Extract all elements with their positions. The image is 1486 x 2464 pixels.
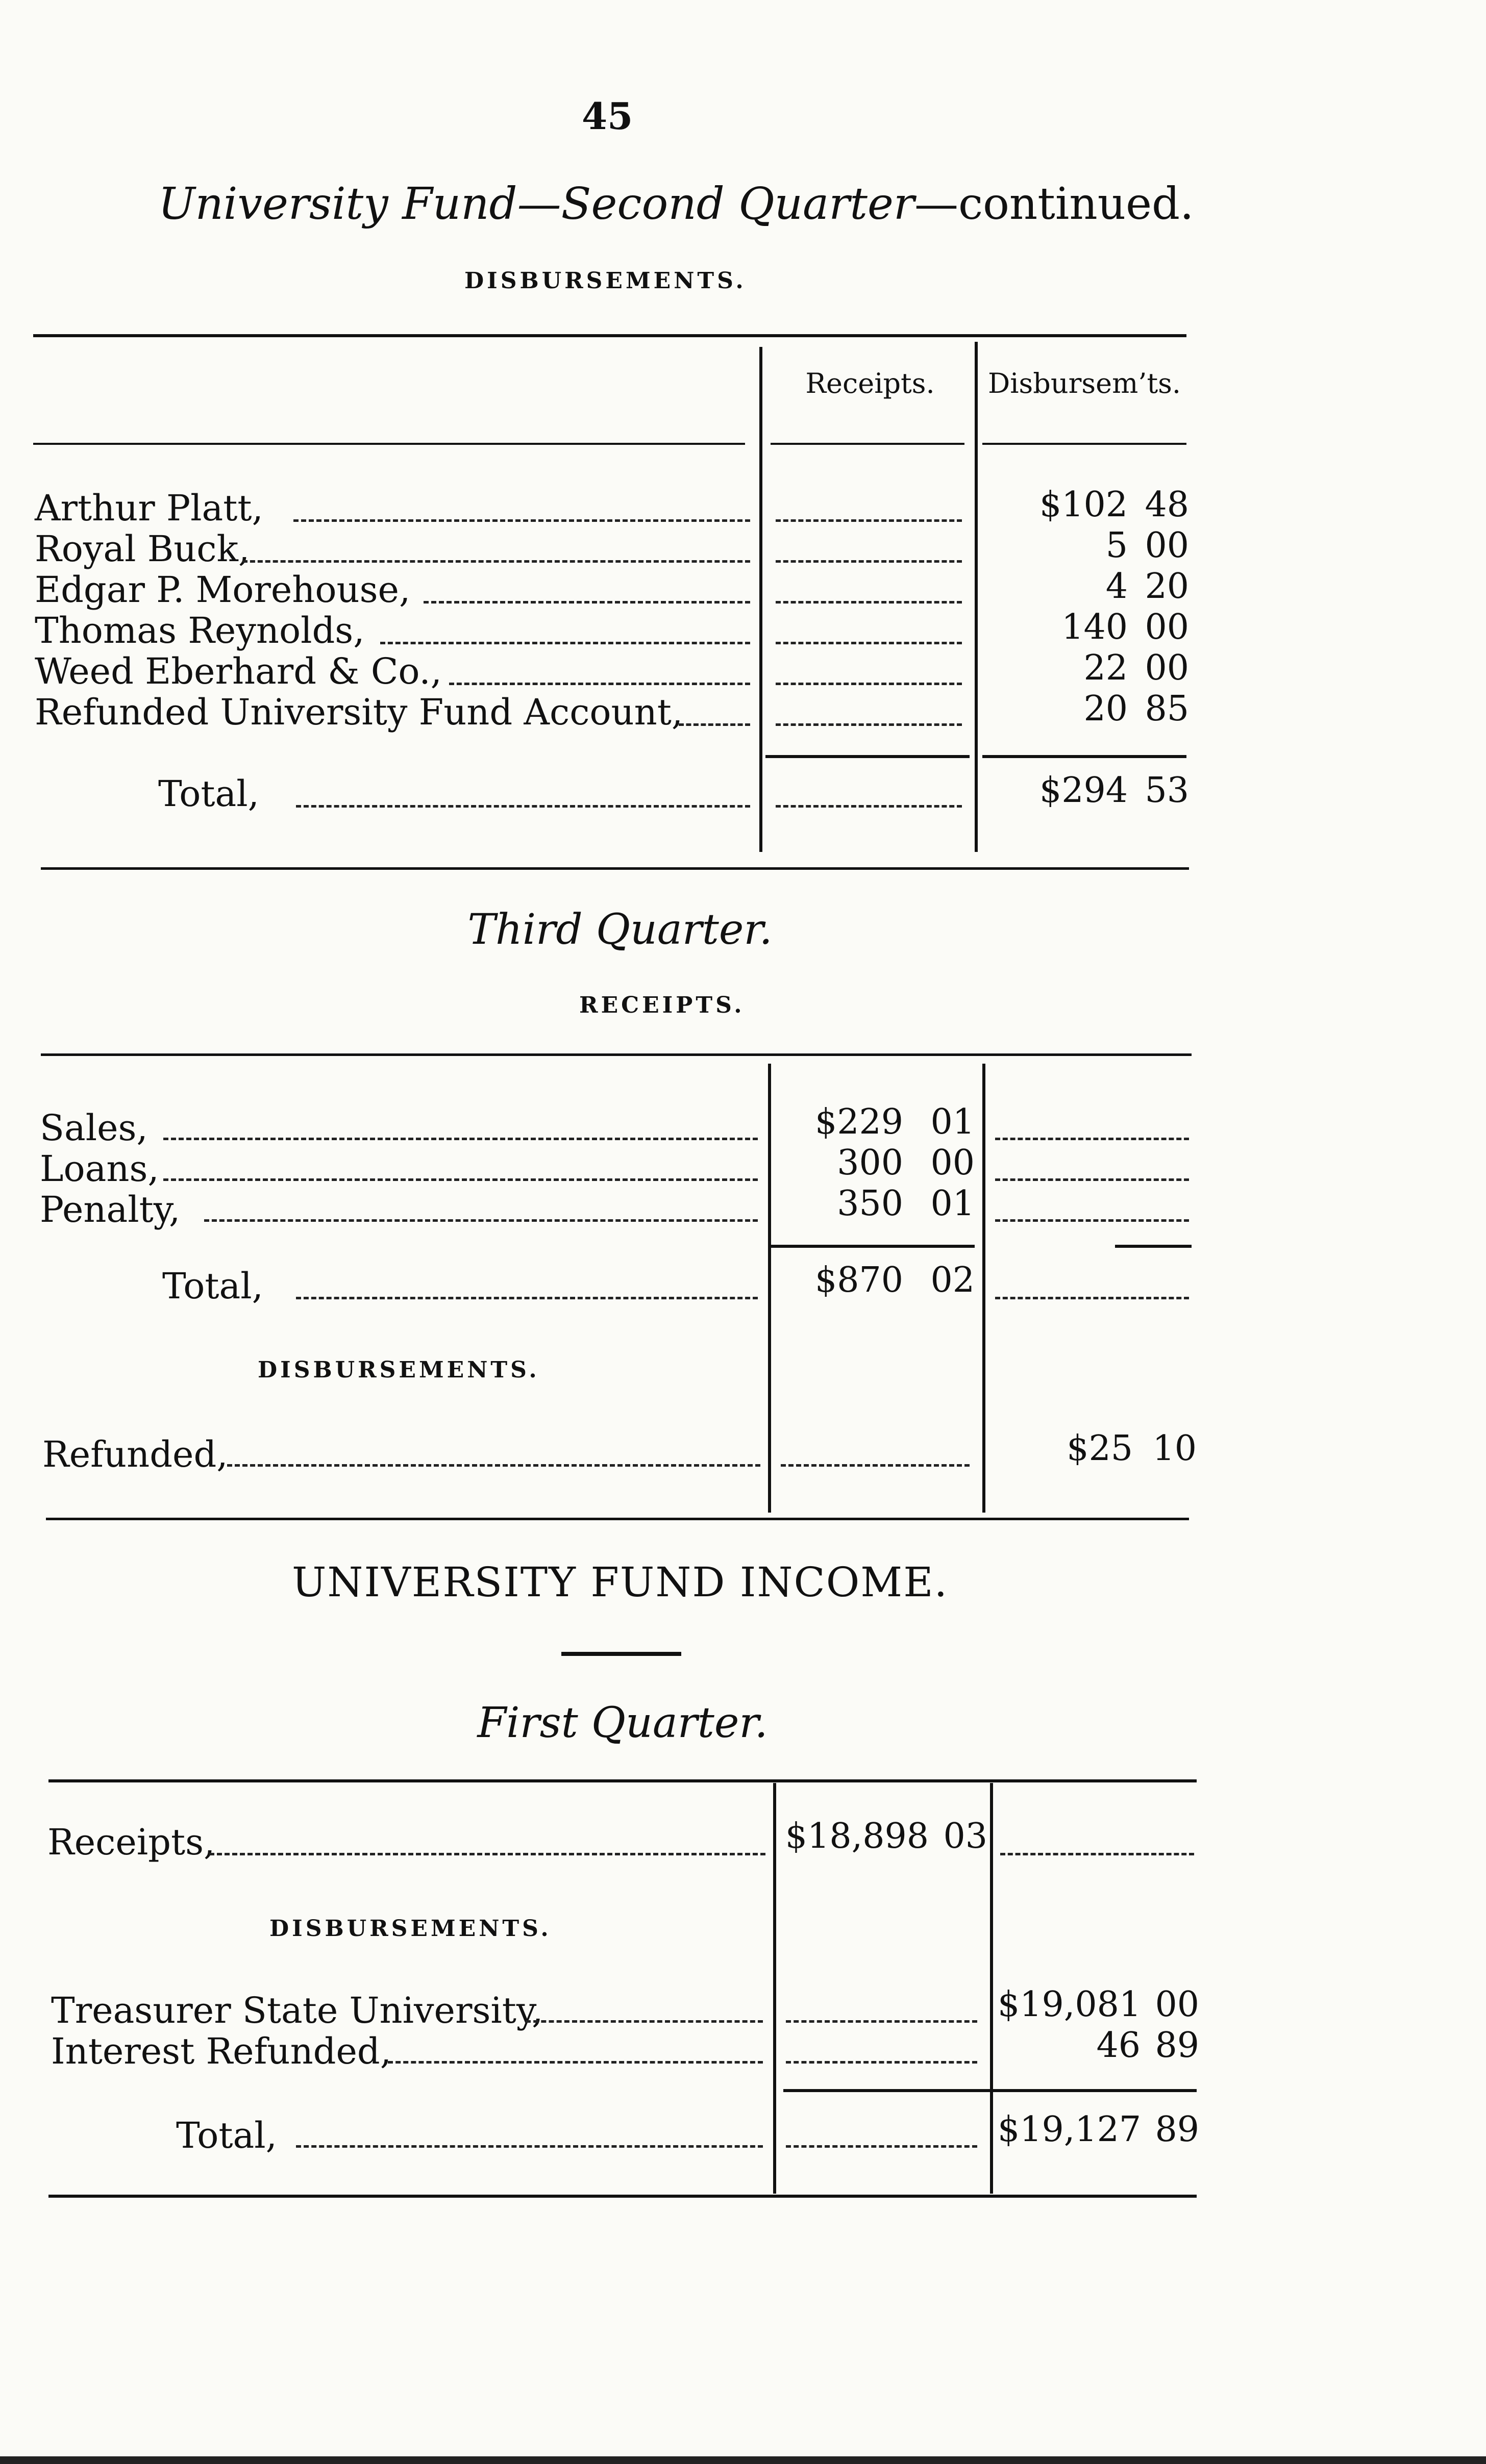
income-disbursements-heading: DISBURSEMENTS. <box>269 1916 552 1942</box>
table3-col-divider-1 <box>773 1783 776 2194</box>
row-name: Interest Refunded, <box>51 2030 391 2072</box>
third-quarter-heading: Third Quarter. <box>467 906 773 954</box>
receipts-label: Receipts, <box>47 1821 215 1863</box>
disbursement-dollars: 5 <box>1105 525 1128 566</box>
row-name: Sales, <box>40 1107 148 1149</box>
receipts-blank <box>786 2145 977 2148</box>
table3-top-rule <box>48 1779 1197 1782</box>
leader-dots <box>163 1178 758 1181</box>
disbursement-dollars: 20 <box>1083 689 1128 729</box>
receipts-cents: 03 <box>943 1816 987 1856</box>
table1-disbursements-header: Disbursem’ts. <box>987 367 1181 399</box>
receipts-blank <box>776 683 962 685</box>
leader-dots <box>227 1464 760 1467</box>
disbursement-dollars: $102 <box>1039 485 1128 525</box>
refunded-cents: 10 <box>1152 1428 1197 1469</box>
refunded-label: Refunded, <box>42 1434 228 1475</box>
total-label: Total, <box>162 1265 263 1307</box>
leader-dots <box>242 560 750 563</box>
row-name: Thomas Reynolds, <box>35 610 365 651</box>
leader-dots <box>163 1138 758 1140</box>
leader-dots <box>296 2145 763 2148</box>
table3-bottom-rule <box>48 2195 1197 2198</box>
disbursement-cents: 89 <box>1155 2025 1199 2066</box>
leader-dots <box>296 805 750 808</box>
row-name: Treasurer State University, <box>51 1990 543 2031</box>
row-name: Refunded University Fund Account, <box>35 691 683 733</box>
second-quarter-disbursements-heading: DISBURSEMENTS. <box>464 268 747 294</box>
leader-dots <box>424 601 750 604</box>
receipts-blank <box>776 519 962 522</box>
leader-dots <box>526 2020 763 2023</box>
page-title-roman: —continued. <box>914 179 1194 230</box>
total-dollars: $19,127 <box>998 2109 1142 2150</box>
total-cents: 89 <box>1155 2109 1199 2150</box>
total-dollars: $294 <box>1039 770 1128 811</box>
table1-bottom-rule <box>41 867 1189 870</box>
table3-col-divider-2 <box>990 1783 993 2194</box>
table2-top-rule <box>41 1053 1192 1056</box>
table2-bottom-rule <box>46 1518 1189 1520</box>
row-name: Penalty, <box>40 1189 181 1230</box>
total-dollars: $870 <box>814 1260 903 1300</box>
disbursement-dollars: 46 <box>1096 2025 1141 2066</box>
receipts-blank <box>776 642 962 644</box>
table2-sum-rule-disb <box>1115 1245 1192 1248</box>
receipts-blank <box>776 560 962 563</box>
leader-dots <box>449 683 750 685</box>
row-name: Royal Buck, <box>35 528 250 570</box>
leader-dots <box>388 2061 763 2064</box>
disbursement-dollars: 140 <box>1061 607 1128 647</box>
total-cents: 53 <box>1145 770 1189 811</box>
disbursements-blank <box>995 1138 1189 1140</box>
page-bottom-edge <box>0 2456 1486 2464</box>
receipt-cents: 01 <box>930 1102 975 1142</box>
receipts-blank <box>786 2061 977 2064</box>
disbursement-dollars: $19,081 <box>998 1984 1142 2025</box>
row-name: Weed Eberhard & Co., <box>35 650 442 692</box>
leader-dots <box>296 1297 758 1299</box>
disbursement-cents: 00 <box>1145 525 1189 566</box>
receipts-blank <box>776 805 962 808</box>
total-label: Total, <box>158 773 259 815</box>
disbursement-cents: 20 <box>1145 566 1189 607</box>
disbursement-dollars: 4 <box>1105 566 1128 607</box>
table1-header-rule <box>33 443 745 445</box>
disbursement-cents: 85 <box>1145 689 1189 729</box>
total-label: Total, <box>176 2115 277 2156</box>
disbursement-cents: 00 <box>1145 648 1189 688</box>
receipt-cents: 00 <box>930 1143 975 1183</box>
disbursements-blank <box>1000 1853 1194 1855</box>
leader-dots <box>380 642 750 644</box>
refunded-dollars: $25 <box>1067 1428 1133 1469</box>
first-quarter-heading: First Quarter. <box>477 1699 768 1747</box>
table1-col-divider-1 <box>759 347 762 852</box>
disbursement-cents: 48 <box>1145 485 1189 525</box>
leader-dots <box>293 519 750 522</box>
page-title-italic: University Fund—Second Quarter <box>158 179 914 230</box>
disbursements-blank <box>995 1219 1189 1222</box>
receipts-blank <box>786 2020 977 2023</box>
receipts-blank <box>781 1464 970 1467</box>
page-number: 45 <box>582 94 633 138</box>
receipt-cents: 01 <box>930 1184 975 1224</box>
row-name: Loans, <box>40 1148 159 1190</box>
table2-sum-rule-receipts <box>771 1245 975 1248</box>
disbursement-cents: 00 <box>1155 1984 1199 2025</box>
row-name: Edgar P. Morehouse, <box>35 569 411 611</box>
receipts-dollars: $18,898 <box>785 1816 929 1856</box>
leader-dots <box>204 1219 758 1222</box>
table2-col-divider-1 <box>768 1064 771 1513</box>
income-heading-divider <box>561 1652 681 1656</box>
table1-sum-rule-receipts <box>765 755 970 758</box>
disbursement-cents: 00 <box>1145 607 1189 647</box>
receipt-dollars: 300 <box>837 1143 903 1183</box>
receipt-dollars: $229 <box>814 1102 903 1142</box>
table1-header-rule-disb <box>982 443 1186 445</box>
leader-dots <box>209 1853 765 1855</box>
leader-dots <box>679 723 750 726</box>
table1-sum-rule-disb <box>982 755 1186 758</box>
disbursements-blank <box>995 1297 1189 1299</box>
total-cents: 02 <box>930 1260 975 1300</box>
table1-receipts-header: Receipts. <box>805 367 935 399</box>
table2-col-divider-2 <box>982 1064 985 1513</box>
table1-top-rule <box>33 334 1186 337</box>
table1-header-rule-receipts <box>771 443 964 445</box>
third-quarter-disbursements-heading: DISBURSEMENTS. <box>258 1357 540 1383</box>
page-title <box>158 179 1194 230</box>
row-name: Arthur Platt, <box>35 487 263 529</box>
table3-sum-rule <box>783 2089 1197 2092</box>
table1-col-divider-2 <box>975 342 978 852</box>
receipts-blank <box>776 723 962 726</box>
third-quarter-receipts-heading: RECEIPTS. <box>579 992 745 1018</box>
income-heading: UNIVERSITY FUND INCOME. <box>291 1558 949 1606</box>
receipts-blank <box>776 601 962 604</box>
disbursement-dollars: 22 <box>1083 648 1128 688</box>
disbursements-blank <box>995 1178 1189 1181</box>
receipt-dollars: 350 <box>837 1184 903 1224</box>
